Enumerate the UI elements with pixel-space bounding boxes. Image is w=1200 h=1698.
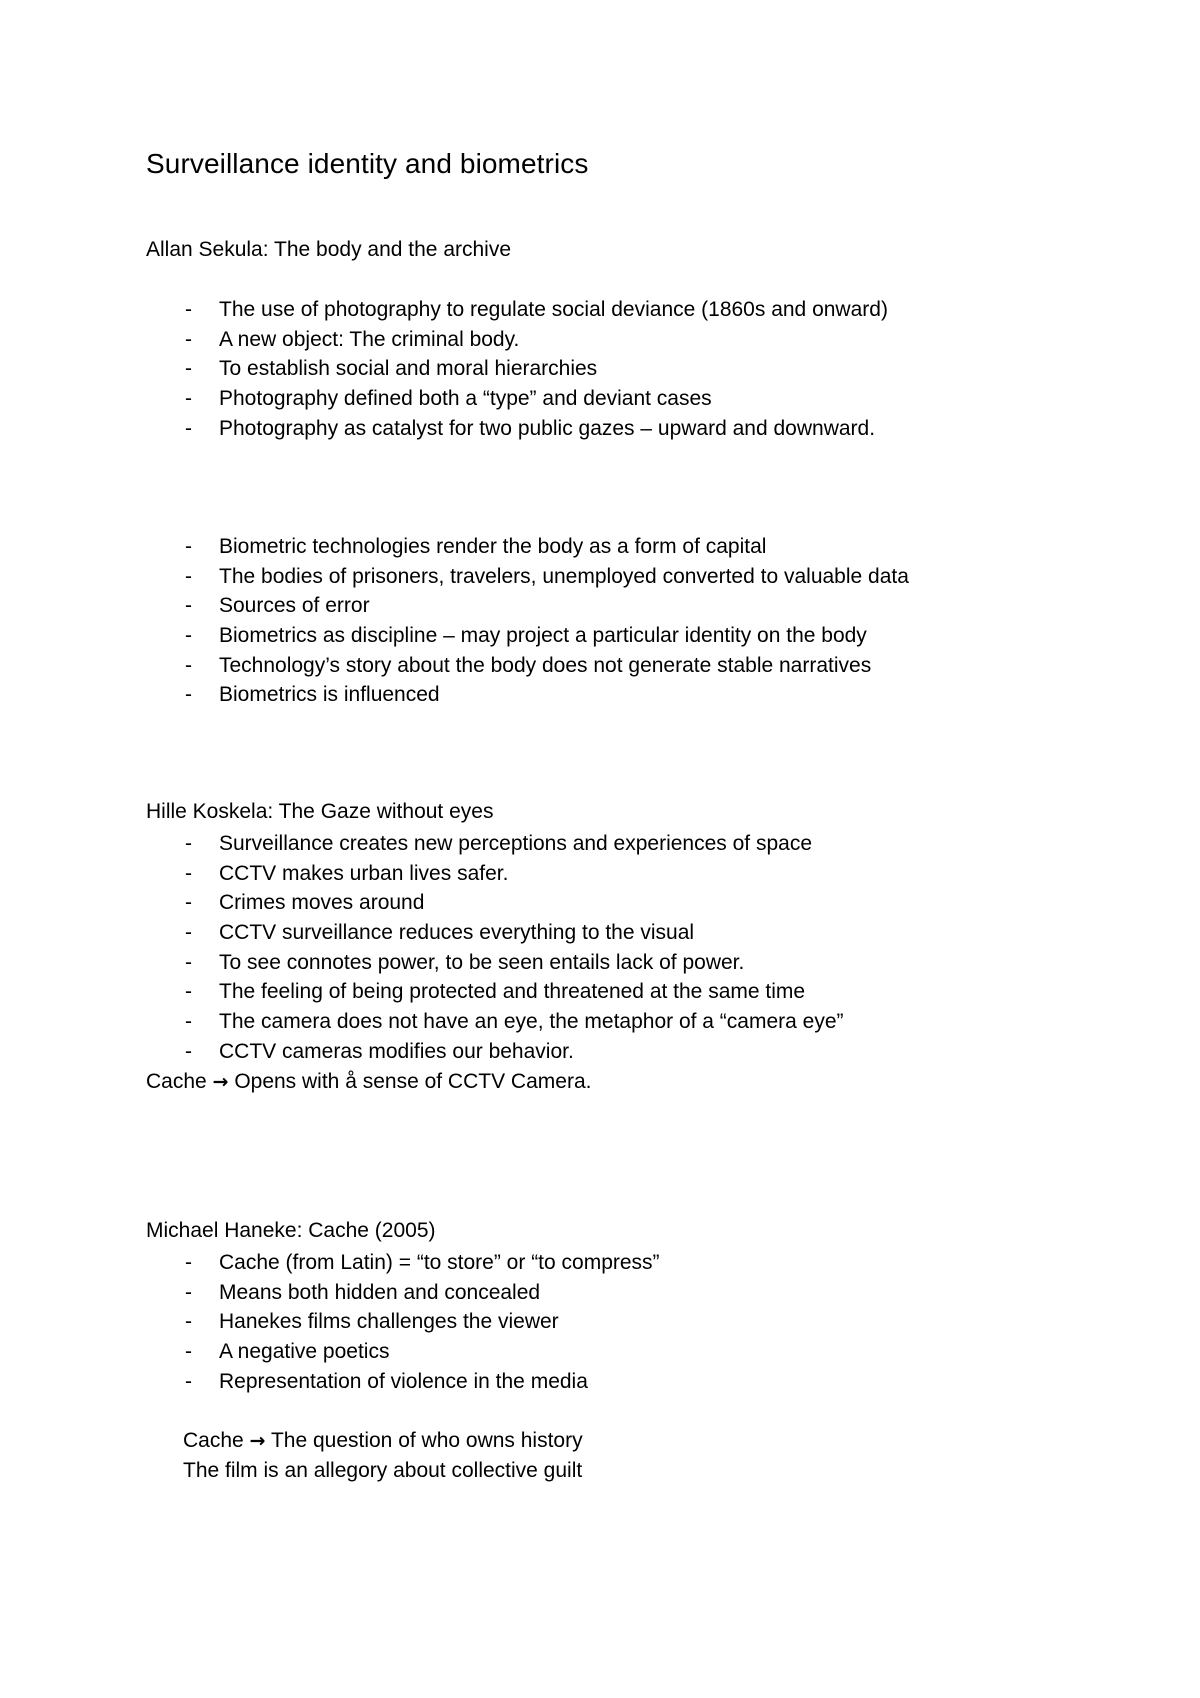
bullet-dash: -	[185, 535, 192, 558]
bullet-dash: -	[185, 980, 192, 1004]
document-title: Surveillance identity and biometrics	[146, 148, 589, 179]
bullet-dash: -	[185, 891, 192, 915]
bullet-dash: -	[185, 1369, 192, 1393]
bullet-dash: -	[185, 1280, 192, 1304]
bullet-dash: -	[185, 653, 192, 677]
bullet-dash: -	[185, 564, 192, 588]
section-heading-haneke: Michael Haneke: Cache (2005)	[146, 1219, 436, 1242]
bullet-dash: -	[185, 624, 192, 648]
bullet-dash: -	[185, 1251, 192, 1274]
bullet-dash: -	[185, 1340, 192, 1364]
section-heading-koskela: Hille Koskela: The Gaze without eyes	[146, 800, 494, 823]
bullet-dash: -	[185, 683, 192, 707]
bullet-dash: -	[185, 1310, 192, 1334]
bullet-dash: -	[185, 1010, 192, 1034]
bullet-dash: -	[185, 298, 192, 321]
cache-note-koskela: Cache → Opens with å sense of CCTV Camera.	[146, 1070, 592, 1093]
bullet-dash: -	[185, 1039, 192, 1063]
bullet-dash: -	[185, 832, 192, 855]
bullet-dash: -	[185, 950, 192, 974]
bullet-dash: -	[185, 594, 192, 618]
bullet-dash: -	[185, 921, 192, 945]
allegory-note: The film is an allegory about collective guilt	[183, 1459, 583, 1482]
arrow-right-icon: →	[212, 1071, 229, 1093]
section-heading-sekula: Allan Sekula: The body and the archive	[146, 238, 512, 261]
document-page: Surveillance identity and biometrics Allan Sekula: The body and the archive - The use of photography to regulate social deviance (1860s and onward) - A new object: The criminal body. - To establish social and moral hierarchies - Photography defined both a “type” and deviant cases - Photography as catalyst for two public gazes – upward and downward. - Biometric technologies render the body as a form of capital - The bodies of prisoners, travelers, unemployed converted to valuable data - Sources of error - Biometrics as discipline – may project a particular identity on the body - Technology’s story about the body does not generate stable narratives - Biometrics is influenced Hille Koskela: The Gaze without eyes - Surveillance creates new perceptions and experiences of space - CCTV makes urban lives safer. - Crimes moves around - CCTV surveillance reduces everything to the visual - To see connotes power, to be seen entails lack of power. - The feeling of being protected and threatened at the same time - The camera does not have an eye, the metaphor of a “camera eye” - CCTV cameras modifies our behavior. Cache → Opens with å sense of CCTV Camera. Michael Haneke: Cache (2005) - Cache (from Latin) = “to store” or “to compress” - Means both hidden and concealed - Hanekes films challenges the viewer - A negative poetics - Representation of violence in the media Cache → The question of who owns history The film is an allegory about collective guilt	[0, 0, 1200, 1698]
arrow-right-icon: →	[249, 1430, 266, 1452]
bullet-dash: -	[185, 416, 192, 440]
bullet-dash: -	[185, 387, 192, 411]
bullet-dash: -	[185, 357, 192, 381]
bullet-dash: -	[185, 327, 192, 351]
cache-note-haneke: Cache → The question of who owns history	[183, 1429, 583, 1452]
bullet-dash: -	[185, 861, 192, 885]
